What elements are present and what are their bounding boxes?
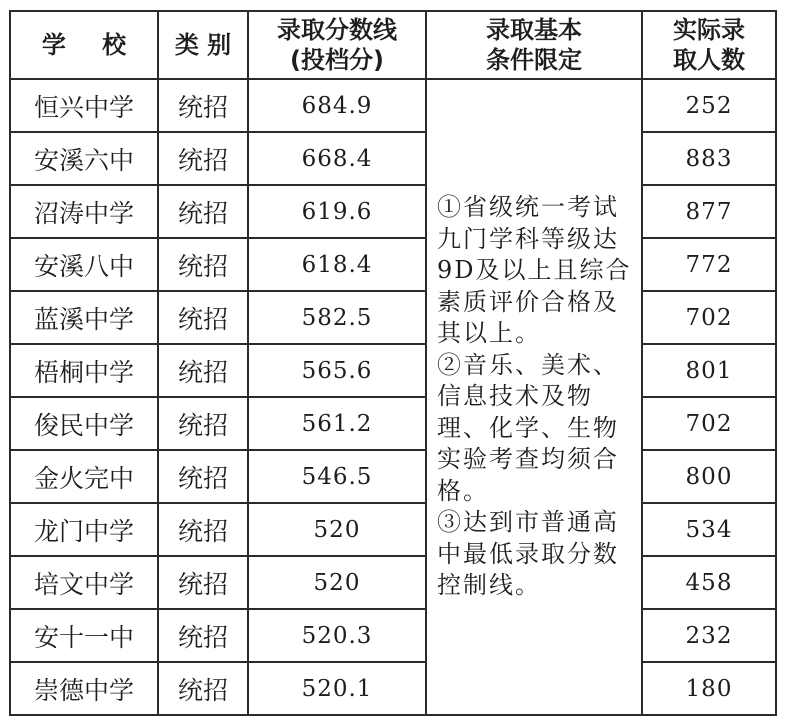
count-cell: 702 [642, 291, 776, 344]
table-row [10, 503, 776, 556]
condition-3: ③达到市普通高中最低录取分数控制线。 [437, 508, 619, 600]
type-cell: 统招 [158, 291, 248, 344]
school-cell: 安溪八中 [10, 238, 158, 291]
count-cell: 534 [642, 503, 776, 556]
count-cell: 232 [642, 609, 776, 662]
header-row [10, 11, 776, 79]
header-count-line1: 实际录 [673, 16, 745, 44]
table-row [10, 397, 776, 450]
type-cell: 统招 [158, 662, 248, 715]
score-cell: 520 [248, 556, 426, 609]
count-cell: 877 [642, 185, 776, 238]
header-school: 学 校 [10, 11, 158, 79]
school-cell: 梧桐中学 [10, 344, 158, 397]
school-cell: 安十一中 [10, 609, 158, 662]
school-cell: 金火完中 [10, 450, 158, 503]
table-row [10, 79, 776, 132]
count-cell: 458 [642, 556, 776, 609]
school-cell: 沼涛中学 [10, 185, 158, 238]
count-cell: 702 [642, 397, 776, 450]
type-cell: 统招 [158, 503, 248, 556]
school-cell: 安溪六中 [10, 132, 158, 185]
school-cell: 龙门中学 [10, 503, 158, 556]
type-cell: 统招 [158, 556, 248, 609]
count-cell: 772 [642, 238, 776, 291]
condition-2: ②音乐、美术、信息技术及物理、化学、生物实验考查均须合格。 [437, 350, 619, 505]
count-cell: 800 [642, 450, 776, 503]
count-cell: 180 [642, 662, 776, 715]
school-cell: 培文中学 [10, 556, 158, 609]
score-cell: 520.1 [248, 662, 426, 715]
type-cell: 统招 [158, 79, 248, 132]
school-cell: 崇德中学 [10, 662, 158, 715]
header-condition-line1: 录取基本 [486, 16, 582, 44]
table-row [10, 291, 776, 344]
header-score-line2: (投档分) [290, 46, 384, 74]
table-row [10, 238, 776, 291]
table-row [10, 450, 776, 503]
score-cell: 668.4 [248, 132, 426, 185]
header-condition-line2: 条件限定 [486, 46, 582, 74]
score-cell: 565.6 [248, 344, 426, 397]
score-cell: 618.4 [248, 238, 426, 291]
school-cell: 蓝溪中学 [10, 291, 158, 344]
header-score [248, 11, 426, 79]
table-row [10, 609, 776, 662]
score-cell: 546.5 [248, 450, 426, 503]
type-cell: 统招 [158, 185, 248, 238]
type-cell: 统招 [158, 609, 248, 662]
header-count [642, 11, 776, 79]
score-cell: 619.6 [248, 185, 426, 238]
school-cell: 俊民中学 [10, 397, 158, 450]
score-cell: 561.2 [248, 397, 426, 450]
count-cell: 801 [642, 344, 776, 397]
condition-1: ①省级统一考试九门学科等级达9D及以上且综合素质评价合格及其以上。 [437, 193, 632, 348]
condition-cell [426, 79, 642, 715]
score-cell: 520.3 [248, 609, 426, 662]
header-condition [426, 11, 642, 79]
header-score-line1: 录取分数线 [277, 16, 397, 44]
table-row [10, 662, 776, 715]
count-cell: 252 [642, 79, 776, 132]
type-cell: 统招 [158, 238, 248, 291]
score-cell: 684.9 [248, 79, 426, 132]
type-cell: 统招 [158, 132, 248, 185]
table-row [10, 132, 776, 185]
score-cell: 520 [248, 503, 426, 556]
admission-table [9, 10, 777, 716]
header-type: 类 别 [158, 11, 248, 79]
type-cell: 统招 [158, 450, 248, 503]
score-cell: 582.5 [248, 291, 426, 344]
admission-table-container [9, 10, 777, 716]
header-count-line2: 取人数 [673, 46, 745, 74]
table-row [10, 185, 776, 238]
count-cell: 883 [642, 132, 776, 185]
table-row [10, 344, 776, 397]
table-row [10, 556, 776, 609]
school-cell: 恒兴中学 [10, 79, 158, 132]
type-cell: 统招 [158, 397, 248, 450]
type-cell: 统招 [158, 344, 248, 397]
